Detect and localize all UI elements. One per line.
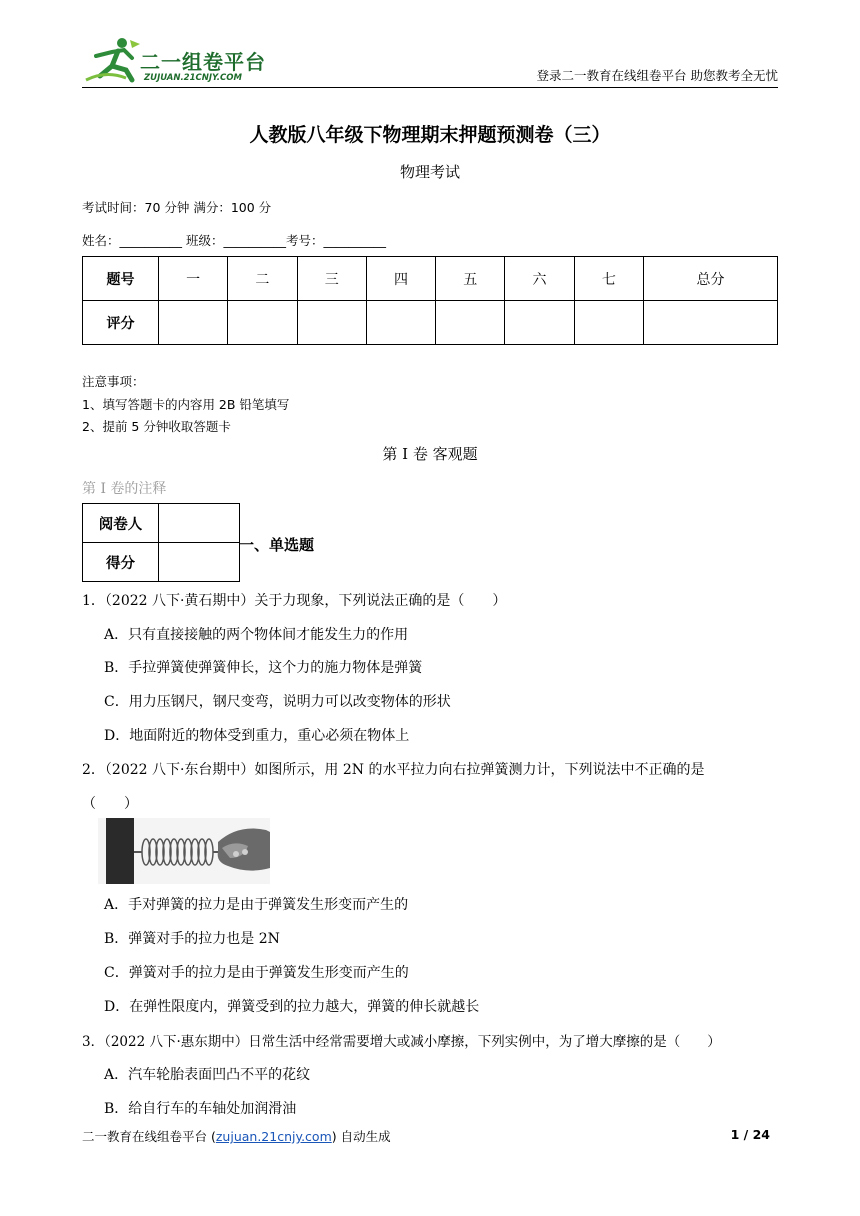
grader-value — [159, 504, 240, 543]
page-header — [82, 30, 778, 88]
score-header-cell: 总分 — [643, 257, 777, 301]
score-cell — [159, 301, 228, 345]
option-item: D．地面附近的物体受到重力，重心必须在物体上 — [104, 728, 410, 744]
option-item: B．弹簧对手的拉力也是 2N — [104, 931, 280, 947]
section-title: 第 I 卷 客观题 — [382, 445, 478, 463]
score-header-cell: 七 — [574, 257, 643, 301]
footer-suffix: ) 自动生成 — [331, 1129, 391, 1144]
score-value — [159, 543, 240, 582]
runner-logo-icon — [82, 36, 142, 84]
score-row-label: 评分 — [83, 301, 159, 345]
option-item: A．手对弹簧的拉力是由于弹簧发生形变而产生的 — [104, 897, 409, 913]
score-header-cell: 一 — [159, 257, 228, 301]
option-item: B．手拉弹簧使弹簧伸长，这个力的施力物体是弹簧 — [104, 660, 423, 676]
score-table-score-row — [83, 301, 778, 345]
score-table-header-row — [83, 257, 778, 301]
question-stem: 3．（2022 八下·惠东期中）日常生活中经常需要增大或减小摩擦，下列实例中，为了增大摩擦的是（ ） — [82, 1034, 721, 1050]
logo-url: ZUJUAN.21CNJY.COM — [144, 73, 242, 83]
score-cell — [436, 301, 505, 345]
header-slogan: 登录二一教育在线组卷平台 助您教考全无忧 — [536, 68, 778, 83]
option-item: C．用力压钢尺，钢尺变弯，说明力可以改变物体的形状 — [104, 694, 451, 710]
option-item: A．汽车轮胎表面凹凸不平的花纹 — [104, 1067, 311, 1083]
score-header-cell: 五 — [436, 257, 505, 301]
score-cell — [505, 301, 574, 345]
score-header-cell: 题号 — [83, 257, 159, 301]
grader-table — [82, 503, 240, 582]
grader-row — [83, 543, 240, 582]
option-item: B．给自行车的车轴处加润滑油 — [104, 1101, 297, 1117]
footer-prefix: 二一教育在线组卷平台 ( — [82, 1129, 216, 1144]
score-header-cell: 六 — [505, 257, 574, 301]
question-stem: 1．（2022 八下·黄石期中）关于力现象，下列说法正确的是（ ） — [82, 593, 507, 609]
section-note: 第 I 卷的注释 — [82, 481, 167, 497]
option-item: A．只有直接接触的两个物体间才能发生力的作用 — [104, 627, 409, 643]
grader-row — [83, 504, 240, 543]
score-header-cell: 三 — [297, 257, 366, 301]
notes-heading: 注意事项： — [82, 374, 145, 389]
page-number: 1 / 24 — [730, 1127, 770, 1142]
note-item: 1、填写答题卡的内容用 2B 铅笔填写 — [82, 397, 290, 412]
score-cell — [574, 301, 643, 345]
option-item: C．弹簧对手的拉力是由于弹簧发生形变而产生的 — [104, 965, 409, 981]
footer-source — [82, 1127, 391, 1145]
question-stem-continuation: （ ） — [82, 796, 138, 812]
exam-subtitle: 物理考试 — [399, 163, 460, 181]
note-item: 2、提前 5 分钟收取答题卡 — [82, 419, 231, 434]
exam-info: 考试时间：70 分钟 满分：100 分 — [82, 200, 272, 215]
score-header-cell: 四 — [366, 257, 435, 301]
score-cell — [366, 301, 435, 345]
question-type-heading: 一、单选题 — [239, 536, 315, 554]
score-header-cell: 二 — [228, 257, 297, 301]
score-cell — [297, 301, 366, 345]
logo-name: 二一组卷平台 — [140, 50, 266, 74]
logo[interactable] — [82, 36, 282, 84]
option-item: D．在弹性限度内，弹簧受到的拉力越大，弹簧的伸长就越长 — [104, 999, 480, 1015]
grader-label: 阅卷人 — [83, 504, 159, 543]
question-stem: 2．（2022 八下·东台期中）如图所示，用 2N 的水平拉力向右拉弹簧测力计，下列说法中不正确的是 — [82, 762, 705, 778]
student-fields: 姓名：__________ 班级：__________考号：__________ — [82, 233, 386, 248]
spring-scale-figure — [98, 818, 270, 884]
score-label: 得分 — [83, 543, 159, 582]
score-cell — [228, 301, 297, 345]
exam-title: 人教版八年级下物理期末押题预测卷（三） — [249, 124, 611, 146]
score-cell — [643, 301, 777, 345]
header-divider — [82, 87, 778, 88]
score-table — [82, 256, 778, 345]
footer-link[interactable]: zujuan.21cnjy.com — [215, 1129, 332, 1144]
